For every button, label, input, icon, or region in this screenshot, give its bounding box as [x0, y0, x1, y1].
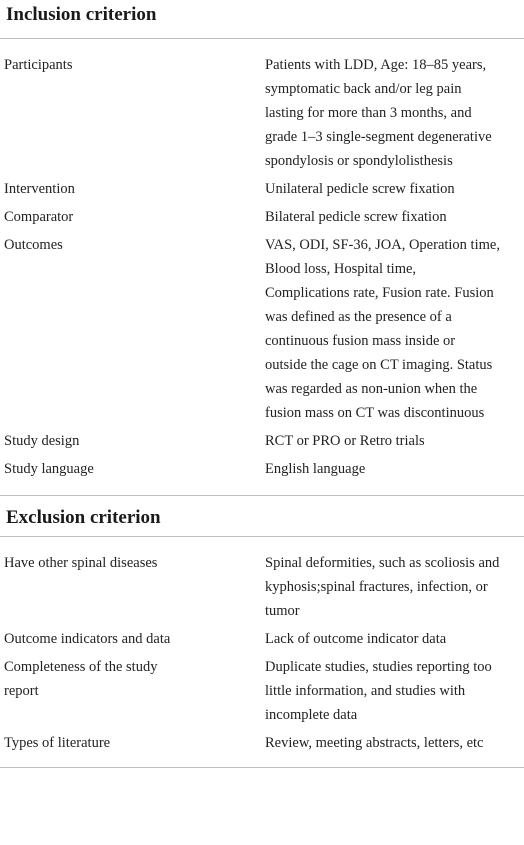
row-value: Bilateral pedicle screw fixation — [265, 209, 447, 225]
table-row — [0, 233, 524, 425]
row-label: Study language — [4, 461, 94, 477]
row-label: Outcomes — [4, 237, 63, 253]
table-row — [0, 731, 524, 755]
row-value: Lack of outcome indicator data — [265, 631, 447, 647]
row-label: Participants — [4, 57, 73, 73]
table-row — [0, 551, 524, 623]
row-label: Intervention — [4, 181, 75, 197]
exclusion-criterion-heading: Exclusion criterion — [0, 495, 524, 537]
table-row — [0, 457, 524, 481]
row-value: Patients with LDD, Age: 18–85 years, symptomatic back and/or leg pain lasting for more than 3 months, and grade 1–3 single-segment degenerative spondylosis or spondylolisthesis — [265, 57, 492, 169]
row-label: Study design — [4, 433, 80, 449]
row-label: Completeness of the study report — [4, 659, 158, 699]
inclusion-rows — [0, 39, 524, 481]
table-row — [0, 205, 524, 229]
row-value: VAS, ODI, SF-36, JOA, Operation time, Blood loss, Hospital time, Complications rate, Fusion rate. Fusion was defined as the presence of a continuous fusion mass inside or outside the cage on CT imaging. Status was regarded as non-union when the fusion mass on CT was discontinuous — [265, 237, 500, 421]
row-value: English language — [265, 461, 366, 477]
row-label: Have other spinal diseases — [4, 555, 158, 571]
row-value: RCT or PRO or Retro trials — [265, 433, 425, 449]
row-label: Outcome indicators and data — [4, 631, 171, 647]
table-row — [0, 177, 524, 201]
row-label: Comparator — [4, 209, 74, 225]
exclusion-rows — [0, 537, 524, 755]
inclusion-criterion-heading: Inclusion criterion — [0, 0, 524, 39]
table-row — [0, 627, 524, 651]
table-row — [0, 655, 524, 727]
row-value: Duplicate studies, studies reporting too little information, and studies with incomplete data — [265, 659, 492, 723]
row-value: Spinal deformities, such as scoliosis and kyphosis;spinal fractures, infection, or tumor — [265, 555, 500, 619]
table-row — [0, 53, 524, 173]
table-row — [0, 429, 524, 453]
row-value: Unilateral pedicle screw fixation — [265, 181, 455, 197]
row-value: Review, meeting abstracts, letters, etc — [265, 735, 484, 751]
row-label: Types of literature — [4, 735, 111, 751]
table-bottom-rule — [0, 767, 524, 768]
